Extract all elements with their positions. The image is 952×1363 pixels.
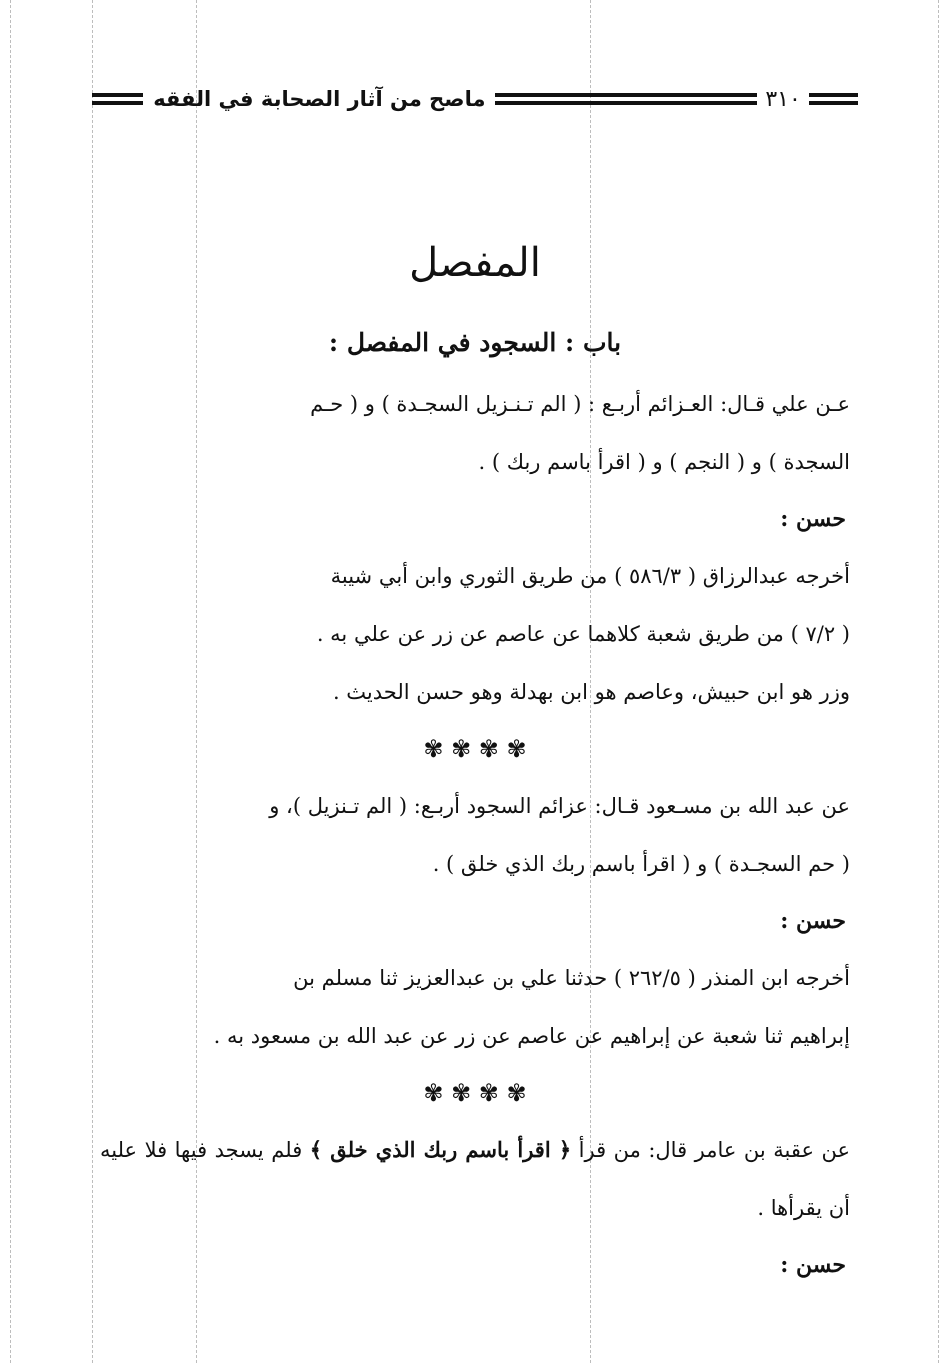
takhrij-text: أخرجه عبدالرزاق ( ٥٨٦/٣ ) من طريق الثوري وابن أبي شيبة ( ٧/٢ ) من طريق شعبة كلاهما عن عاصم عن زر عن علي به . وزر هو ابن حبيش، وعاصم هو ابن بهدلة وهو حسن الحديث .: [316, 564, 850, 704]
separator-stars: ✾ ✾ ✾ ✾: [423, 735, 527, 763]
page-guide-line: [938, 0, 939, 1363]
athar-text: عن عقبة بن عامر قال: من قرأ ﴿ اقرأ باسم ربك الذي خلق ﴾ فلم يسجد فيها فلا عليه أن يقرأها .: [100, 1137, 850, 1220]
athar-text: عـن علي قـال: العـزائم أربـع : ( الم تـنـزيل السجـدة ) و ( حـم السجدة ) و ( النجم ) و ( اقرأ باسم ربك ) .: [310, 392, 850, 474]
grading-label: حسن :: [780, 1252, 846, 1278]
section-title: المفصل: [409, 240, 541, 286]
header-rule-right: [809, 93, 858, 105]
page-number: ٣١٠: [765, 86, 801, 112]
grading-label: حسن :: [780, 506, 846, 532]
page-guide-line: [10, 0, 11, 1363]
running-title: ماصح من آثار الصحابة في الفقه: [153, 87, 486, 111]
takhrij-text: أخرجه ابن المنذر ( ٢٦٢/٥ ) حدثنا علي بن عبدالعزيز ثنا مسلم بن إبراهيم ثنا شعبة عن إبراهيم عن عاصم عن زر عن عبد الله بن مسعود به .: [213, 966, 850, 1048]
athar-text: عن عبد الله بن مسـعود قـال: عزائم السجود أربـع: ( الم تـنزيل )، و ( حم السجـدة ) و ( اقرأ باسم ربك الذي خلق ) .: [269, 794, 850, 876]
chapter-title: باب : السجود في المفصل :: [328, 328, 622, 357]
header-rule-left: [92, 93, 143, 105]
separator-stars: ✾ ✾ ✾ ✾: [423, 1079, 527, 1107]
quran-quote: ﴿ اقرأ باسم ربك الذي خلق ﴾: [309, 1137, 572, 1162]
header-rule-middle: [495, 93, 757, 105]
grading-label: حسن :: [780, 908, 846, 934]
page-header: [92, 86, 858, 112]
page-body: [100, 240, 850, 1293]
page-guide-line: [92, 0, 93, 1363]
